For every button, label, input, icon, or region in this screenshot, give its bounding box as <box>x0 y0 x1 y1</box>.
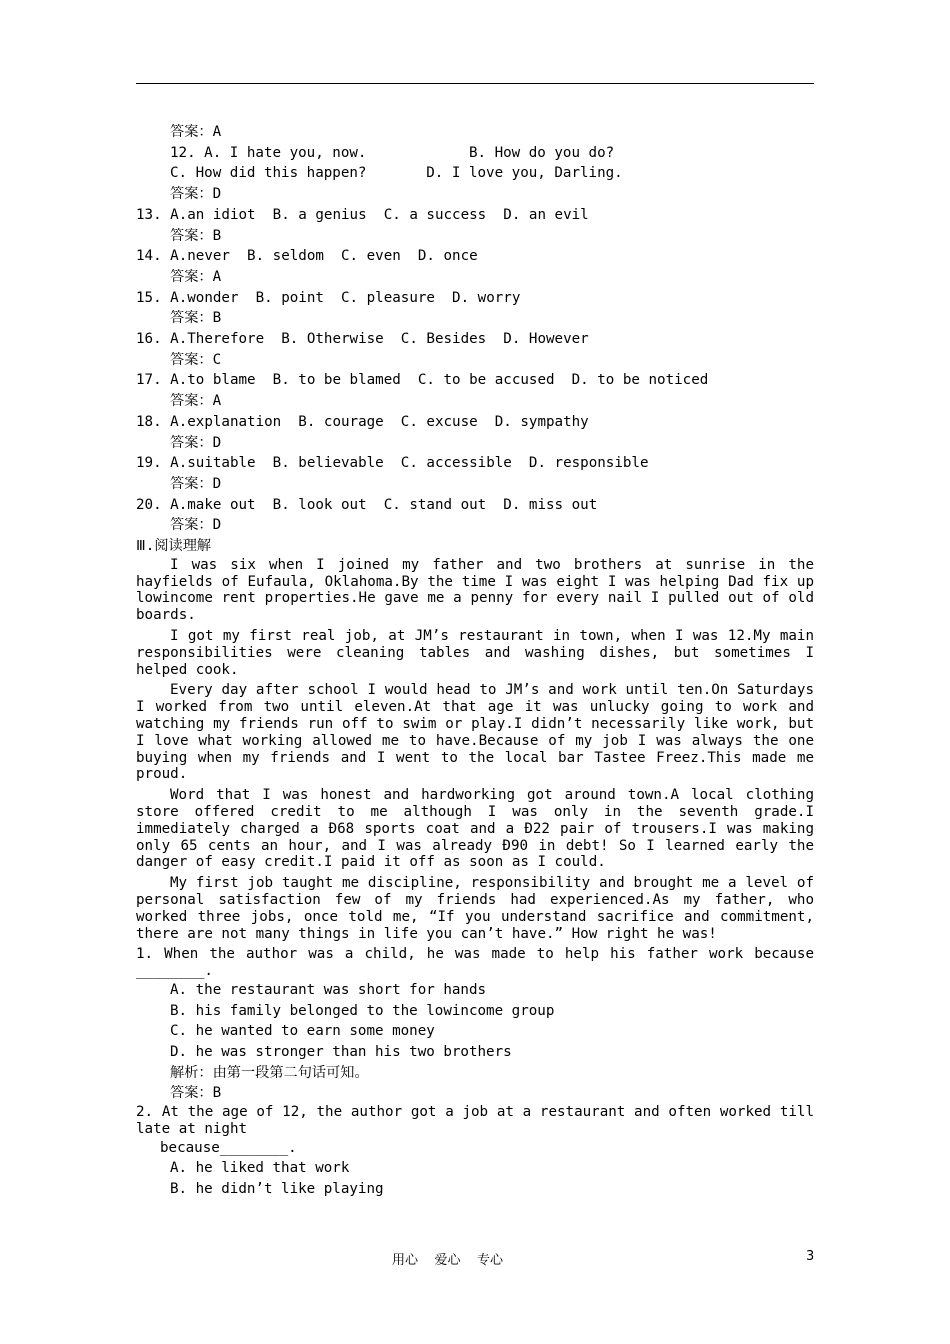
header-rule <box>136 83 814 84</box>
answer-16: 答案：C <box>170 351 222 368</box>
answer-11: 答案：A <box>170 124 222 140</box>
answer-17: 答案：A <box>170 393 222 410</box>
question-1-option-b: B. his family belonged to the lowincome group <box>170 1002 555 1019</box>
question-2-option-a: A. he liked that work <box>170 1160 350 1177</box>
answer-18: 答案：D <box>170 434 222 451</box>
question-14: 14. A.never B. seldom C. even D. once <box>136 248 478 265</box>
question-1-option-a: A. the restaurant was short for hands <box>170 981 487 998</box>
answer-12: 答案：D <box>170 186 222 203</box>
footer-motto: 用心 爱心 专心 <box>392 1253 504 1268</box>
question-16: 16. A.Therefore B. Otherwise C. Besides D. However <box>136 331 589 348</box>
answer-15: 答案：B <box>170 310 222 327</box>
page-number: 3 <box>806 1249 815 1264</box>
passage-paragraph-3: Every day after school I would head to JM’s and work until ten.On Saturdays I worked from two until eleven.At that age it was unlucky going to work and watching my friends run off to swim or play.I didn’t necessarily like work, but I love what working allowed me to have.Because of my job I was always the one buying when my friends and I went to the local bar Tastee Freez.This made me proud. <box>136 682 814 783</box>
question-1-option-c: C. he wanted to earn some money <box>170 1023 435 1040</box>
answer-14: 答案：A <box>170 268 222 285</box>
question-19: 19. A.suitable B. believable C. accessible D. responsible <box>136 455 649 472</box>
passage-paragraph-4: Word that I was honest and hardworking got around town.A local clothing store offered credit to me although I was only in the seventh grade.I immediately charged a Ð68 sports coat and a Ð22 pair of trousers.I was making only 65 cents an hour, and I was already Ð90 in debt! So I learned early the danger of easy credit.I paid it off as soon as I could. <box>136 787 814 871</box>
passage-paragraph-5: My first job taught me discipline, responsibility and brought me a level of personal satisfaction few of my friends had experienced.As my father, who worked three jobs, once told me, “If you understand sacrifice and commitment, there are not many things in life you can’t have.” How right he was! <box>136 875 814 942</box>
question-1-option-d: D. he was stronger than his two brothers <box>170 1044 512 1060</box>
answer-19: 答案：D <box>170 475 222 492</box>
answer-20: 答案：D <box>170 517 222 534</box>
question-13: 13. A.an idiot B. a genius C. a success D. an evil <box>136 206 589 223</box>
question-1-stem: 1. When the author was a child, he was made to help his father work because ________. <box>136 946 814 980</box>
question-17: 17. A.to blame B. to be blamed C. to be accused D. to be noticed <box>136 372 709 389</box>
section-title: Ⅲ.阅读理解 <box>136 538 212 555</box>
question-2-stem: 2. At the age of 12, the author got a job at a restaurant and often worked till late at night <box>136 1104 814 1137</box>
question-2-option-b: B. he didn’t like playing <box>170 1181 384 1198</box>
question-1-analysis: 解析：由第一段第二句话可知。 <box>170 1064 369 1081</box>
question-1-answer: 答案：B <box>170 1085 222 1102</box>
document-body <box>136 122 814 1200</box>
question-12-line-1: 12. A. I hate you, now. B. How do you do? <box>170 144 615 161</box>
question-15: 15. A.wonder B. point C. pleasure D. worry <box>136 289 521 306</box>
passage-paragraph-2: I got my first real job, at JM’s restaurant in town, when I was 12.My main responsibilities were cleaning tables and washing dishes, but sometimes I helped cook. <box>136 627 814 678</box>
question-2-stem-cont: because________. <box>160 1139 297 1156</box>
question-18: 18. A.explanation B. courage C. excuse D. sympathy <box>136 413 589 430</box>
passage-paragraph-1: I was six when I joined my father and two brothers at sunrise in the hayfields of Eufaula, Oklahoma.By the time I was eight I was helping Dad fix up lowincome rent properties.He gave me a penny for every nail I pulled out of old boards. <box>136 556 814 624</box>
question-12-line-2: C. How did this happen? D. I love you, Darling. <box>170 165 623 182</box>
answer-13: 答案：B <box>170 227 222 244</box>
question-20: 20. A.make out B. look out C. stand out D. miss out <box>136 496 598 513</box>
